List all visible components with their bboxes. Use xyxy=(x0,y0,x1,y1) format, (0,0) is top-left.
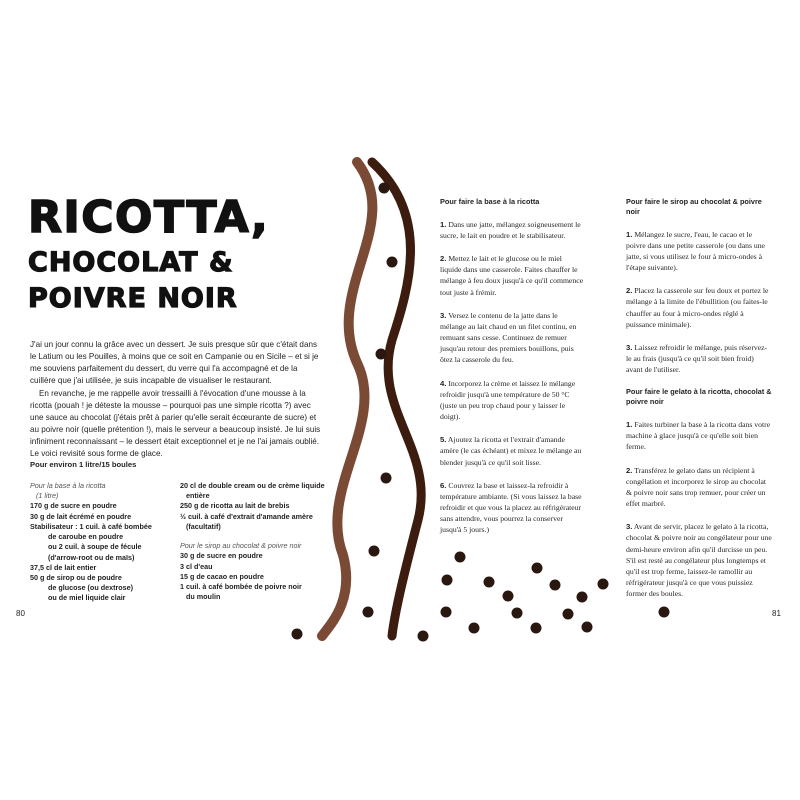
step-item xyxy=(626,229,772,274)
step-item xyxy=(626,465,772,510)
step-item xyxy=(626,521,772,599)
recipe-yield: Pour environ 1 litre/15 boules xyxy=(30,460,137,469)
ingredient-line: 50 g de sirop ou de poudre xyxy=(30,572,122,582)
ingredient-line: ou de miel liquide clair xyxy=(48,593,126,603)
ingredient-line: de caroube en poudre xyxy=(48,532,124,542)
steps-list xyxy=(626,229,772,376)
step-text: Avant de servir, placez le gelato à la ricotta, chocolat & poivre noir au congélateur pour une demi-heure environ afin qu'il durcisse un peu. S'il est resté au congélateur plus longtemps et qu'il est trop ferme, laissez-le ramollir au réfrigérateur jusqu'à ce que vous puissiez former des boules. xyxy=(626,522,772,599)
intro-text xyxy=(30,339,325,460)
step-number: 1. xyxy=(440,219,447,229)
ingredient-line: du moulin xyxy=(186,592,221,602)
step-text: Ajoutez la ricotta et l'extrait d'amande amère (le cas échéant) et mixez le mélange au blender jusqu'à ce qu'il soit lisse. xyxy=(440,435,582,467)
page-number-left: 80 xyxy=(16,609,25,618)
spacer xyxy=(180,532,330,541)
step-text: Couvrez la base et laissez-la refroidir à température ambiante. (Si vous laissez la base refroidir et que vous la placez au réfrigérateur sans attendre, vous pourrez la conserver jusqu'à 5 jours.) xyxy=(440,480,582,535)
step-text: Versez le contenu de la jatte dans le mélange au lait chaud en un filet continu, en remuant sans cesse. Continuez de remuer jusqu'au retour des premiers bouillons, puis ôtez la casserole du feu. xyxy=(440,310,577,365)
step-number: 2. xyxy=(440,254,447,264)
step-number: 2. xyxy=(626,465,633,475)
ingredient-line: ½ cuil. à café d'extrait d'amande amère xyxy=(180,511,313,521)
ingredient-line: entière xyxy=(186,491,210,501)
ingredient-line: ou 2 cuil. à soupe de fécule xyxy=(48,542,142,552)
step-number: 3. xyxy=(626,522,633,532)
step-text: Transférez le gelato dans un récipient à congélation et incorporez le sirop au chocolat & poivre noir sans trop remuer, pour créer un effet marbré. xyxy=(626,465,767,509)
ingredient-line: (1 litre) xyxy=(36,491,59,501)
ingredient-line: 170 g de sucre en poudre xyxy=(30,501,117,511)
syrup-and-gelato-steps xyxy=(626,197,772,611)
ingredient-line: 30 g de sucre en poudre xyxy=(180,551,263,561)
step-number: 1. xyxy=(626,420,633,430)
intro-paragraph-2: En revanche, je me rappelle avoir tressailli à l'évocation d'une mousse à la ricotta (pouah ! je déteste la mousse – pourquoi pas une simple ricotta ?) avec une sauce au chocolat (j'étais prêt à parier qu'elle serait écœurante de sucre) et au poivre noir (quelle prétention !), mais le serveur a beaucoup insisté. Je lui suis infiniment reconnaissant – le dessert était exceptionnel et je ne l'ai jamais oublié. Le voici revisité sous forme de glace. xyxy=(30,388,321,459)
title-line-1: RICOTTA, xyxy=(28,192,270,243)
step-item xyxy=(440,480,585,536)
title-line-2: CHOCOLAT & xyxy=(28,247,234,278)
ingredient-line: Pour la base à la ricotta xyxy=(30,481,106,490)
ingredient-line: 37,5 cl de lait entier xyxy=(30,562,97,572)
step-item xyxy=(440,219,585,241)
ingredients-column-b xyxy=(180,481,330,602)
intro-paragraph-1: J'ai un jour connu la grâce avec un dessert. Je suis presque sûr que c'était dans le Latium ou les Pouilles, à moins que ce soit en Campanie ou en Sicile – et si je me souviens parfaitement du dessert, du verre qui l'a accompagné et de la cuillère que j'ai utilisée, je suis incapable de visualiser le restaurant. xyxy=(30,340,319,386)
ingredient-line: 20 cl de double cream ou de crème liquide xyxy=(180,481,325,490)
step-item xyxy=(440,378,585,423)
ingredient-line: (d'arrow-root ou de maïs) xyxy=(48,552,135,562)
section-heading: Pour faire le gelato à la ricotta, chocolat & poivre noir xyxy=(626,387,772,407)
dark-swirl-ribbon xyxy=(372,162,421,636)
title-line-3: POIVRE NOIR xyxy=(28,283,238,314)
ingredient-line: de glucose (ou dextrose) xyxy=(48,583,134,593)
ingredient-line: 3 cl d'eau xyxy=(180,561,213,571)
step-item xyxy=(626,419,772,452)
ricotta-base-steps xyxy=(440,197,585,547)
step-item xyxy=(440,310,585,366)
step-item xyxy=(626,342,772,375)
ingredient-line: 15 g de cacao en poudre xyxy=(180,571,264,581)
step-number: 4. xyxy=(440,378,447,388)
step-item xyxy=(440,434,585,467)
steps-list xyxy=(440,219,585,536)
section-heading: Pour faire le sirop au chocolat & poivre noir xyxy=(626,197,762,216)
ingredient-line: Stabilisateur : 1 cuil. à café bombée xyxy=(30,521,152,531)
step-number: 1. xyxy=(626,229,633,239)
step-number: 5. xyxy=(440,435,447,445)
steps-list xyxy=(626,419,772,599)
step-number: 2. xyxy=(626,286,633,296)
ingredient-line: (facultatif) xyxy=(186,521,221,531)
step-text: Dans une jatte, mélangez soigneusement le sucre, le lait en poudre et le stabilisateur. xyxy=(440,219,581,240)
ingredient-line: 30 g de lait écrémé en poudre xyxy=(30,511,132,521)
step-text: Faites turbiner la base à la ricotta dans votre machine à glace jusqu'à ce qu'elle soit bien ferme. xyxy=(626,420,771,452)
step-number: 3. xyxy=(440,310,447,320)
step-text: Laissez refroidir le mélange, puis réservez-le au frais (jusqu'à ce qu'il soit bien froid) avant de l'utiliser. xyxy=(626,342,768,375)
section-heading: Pour faire la base à la ricotta xyxy=(440,197,540,206)
recipe-title xyxy=(28,192,328,314)
ingredient-line: 250 g de ricotta au lait de brebis xyxy=(180,501,290,511)
ingredient-line: 1 cuil. à café bombée de poivre noir xyxy=(180,581,302,591)
step-number: 3. xyxy=(626,342,633,352)
step-text: Incorporez la crème et laissez le mélange refroidir jusqu'à une température de 50 °C (juste un peu trop chaud pour y laisser le doigt). xyxy=(440,378,576,422)
step-text: Mélangez le sucre, l'eau, le cacao et le poivre dans une petite casserole (ou dans une jatte, si vous utilisez le four à micro-ondes à l'étape suivante). xyxy=(626,229,765,273)
ingredients-column-a xyxy=(30,481,180,604)
ingredient-line: Pour le sirop au chocolat & poivre noir xyxy=(180,541,302,551)
step-text: Mettez le lait et le glucose ou le miel liquide dans une casserole. Faites chauffer le mélange à feu doux jusqu'à ce qu'il commence tout juste à frémir. xyxy=(440,254,584,297)
step-number: 6. xyxy=(440,480,447,490)
step-text: Placez la casserole sur feu doux et portez le mélange à la limite de l'ébullition (ou faites-le chauffer au four à micro-ondes réglé à puissance minimale). xyxy=(626,286,769,329)
step-item xyxy=(626,285,772,330)
page-number-right: 81 xyxy=(772,609,781,618)
step-item xyxy=(440,253,585,298)
